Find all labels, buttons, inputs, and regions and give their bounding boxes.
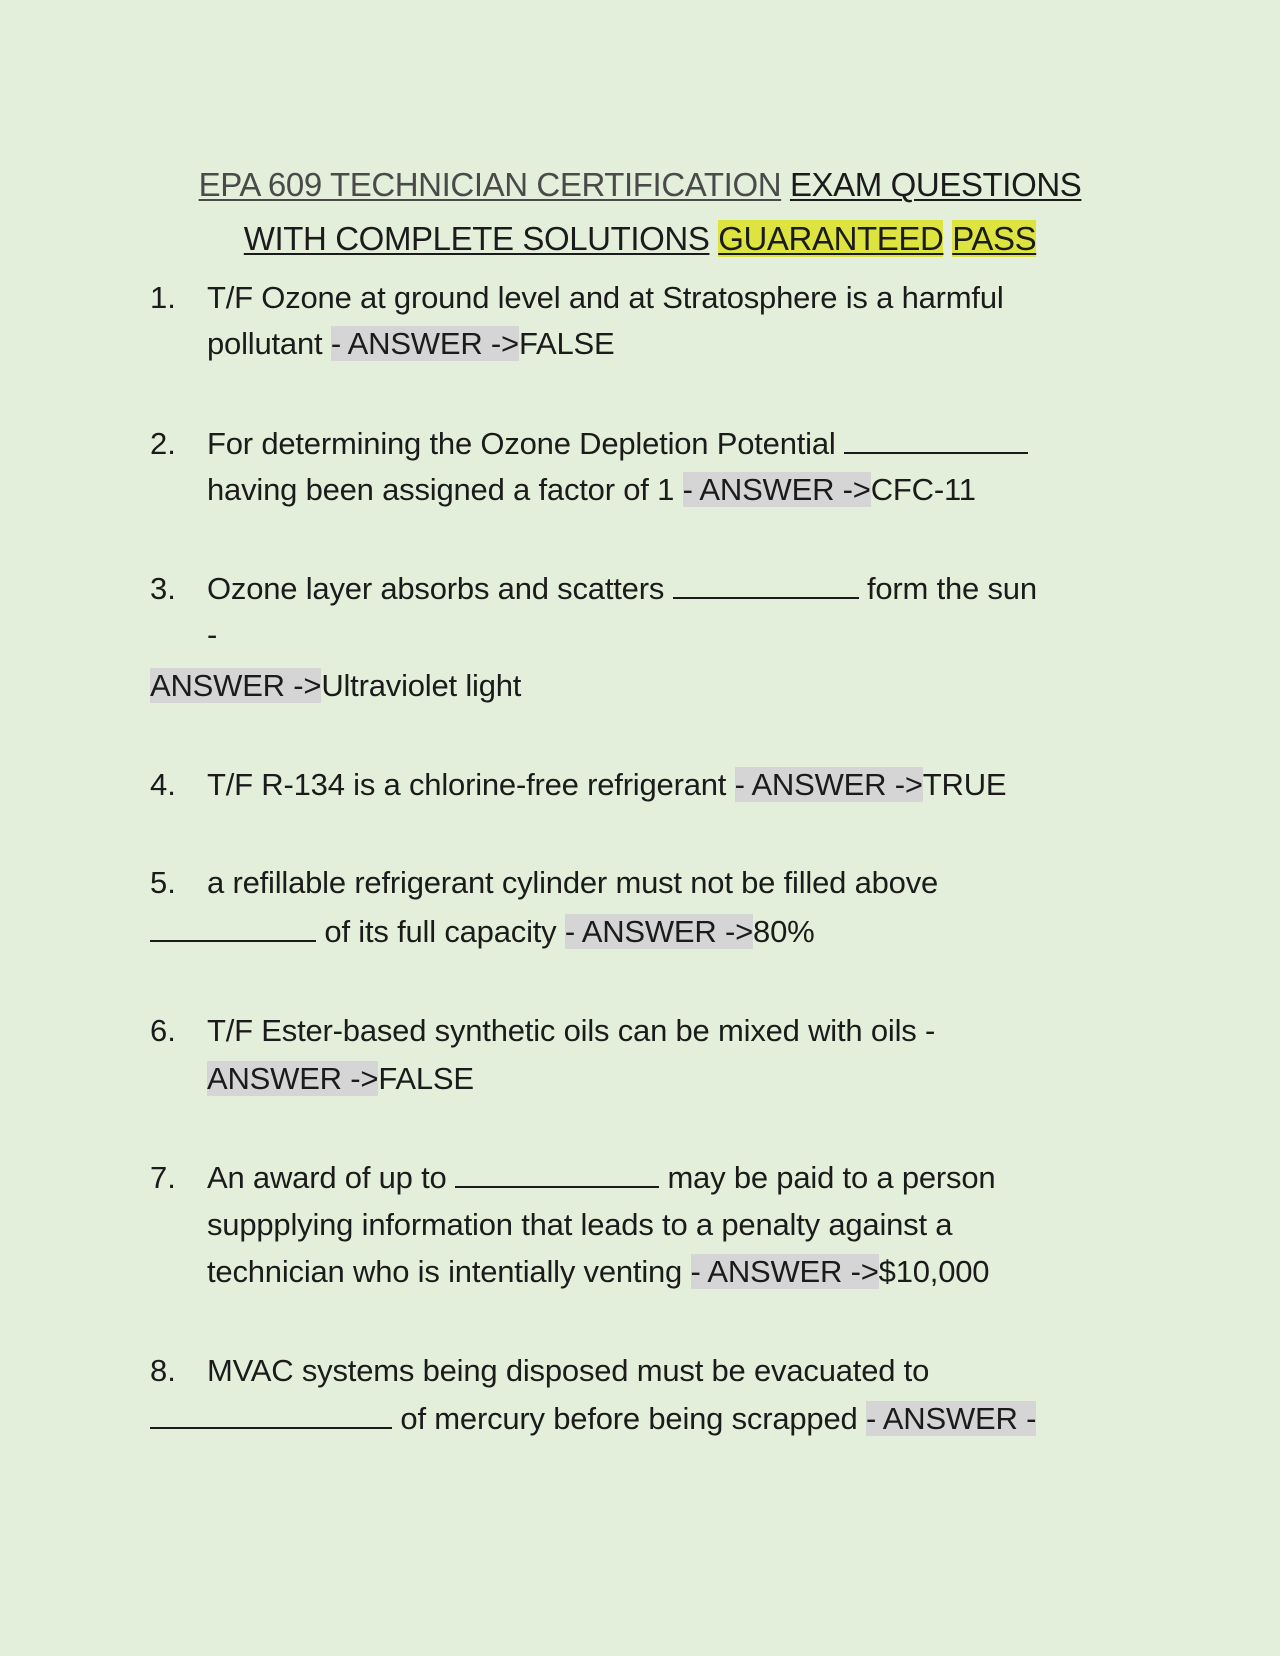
question-1-number: 1. [150,280,176,315]
question-4-number: 4. [150,767,176,802]
title-line-1 [100,165,1180,205]
question-7-text-b: may be paid to a person [667,1160,996,1195]
question-5-answer-label: - ANSWER -> [564,914,754,949]
question-2-answer: CFC-11 [870,472,976,507]
question-6-answer-line [207,1060,474,1098]
question-5-text: a refillable refrigerant cylinder must not be filled above [207,865,939,900]
question-7-answer-label: - ANSWER -> [690,1254,879,1289]
question-3-answer: Ultraviolet light [321,668,522,703]
question-3-dash: - [207,617,218,652]
question-3-answer-label: ANSWER -> [150,668,322,703]
question-8-answer-label: - ANSWER - [865,1401,1037,1436]
question-8-text: MVAC systems being disposed must be evacuated to [207,1353,930,1388]
question-3-number: 3. [150,571,176,606]
question-2-text-line [207,425,1028,463]
question-5-blank [150,914,316,942]
question-2-text: For determining the Ozone Depletion Potential [207,426,836,461]
question-7-blank [455,1160,659,1188]
question-7-text-cont: technician who is intentially venting [207,1254,683,1289]
title-highlight-guaranteed: GUARANTEED [718,220,944,257]
question-6-text-line [207,1012,935,1050]
question-4-text: T/F R-134 is a chlorine-free refrigerant [207,767,727,802]
question-1-answer: FALSE [518,326,615,361]
question-8-number: 8. [150,1353,176,1388]
question-1-text: T/F Ozone at ground level and at Stratosphere is a harmful [207,280,1004,315]
title-part-2: EXAM QUESTIONS [789,166,1082,203]
question-5-text-cont: of its full capacity [324,914,557,949]
question-6-dash: - [925,1013,936,1048]
question-7-text-line-2: suppplying information that leads to a penalty against a [207,1207,953,1242]
title-part-3: WITH COMPLETE SOLUTIONS [243,220,710,257]
question-8-text-cont: of mercury before being scrapped [400,1401,858,1436]
question-7-answer: $10,000 [878,1254,990,1289]
question-7-answer-line [207,1253,989,1291]
question-4-answer-label: - ANSWER -> [734,767,923,802]
question-1-text-cont: pollutant [207,326,323,361]
question-3-text-a: Ozone layer absorbs and scatters [207,571,665,606]
question-7-number: 7. [150,1160,176,1195]
question-3-text-line [207,570,1037,608]
question-6-answer-label: ANSWER -> [207,1061,379,1096]
question-6-text: T/F Ester-based synthetic oils can be mixed with oils [207,1013,917,1048]
question-7-text-line [207,1159,995,1197]
question-4-line [207,766,1006,804]
question-2-answer-line [207,471,976,509]
question-3-text-b: form the sun [866,571,1037,606]
question-6-number: 6. [150,1013,176,1048]
question-4-answer: TRUE [922,767,1007,802]
question-8-blank [150,1401,392,1429]
question-3-answer-line [150,667,521,705]
question-7-text-a: An award of up to [207,1160,447,1195]
title-line-2 [100,219,1180,259]
question-2-number: 2. [150,426,176,461]
question-5-answer: 80% [753,914,815,949]
question-1-answer-line [207,325,614,363]
question-1-answer-label: - ANSWER -> [330,326,519,361]
question-3-blank [673,571,859,599]
question-8-answer-line [150,1400,1036,1438]
question-2-text-cont: having been assigned a factor of 1 [207,472,675,507]
question-5-answer-line [150,913,814,951]
question-2-answer-label: - ANSWER -> [682,472,871,507]
title-part-1: EPA 609 TECHNICIAN CERTIFICATION [198,166,782,203]
question-5-number: 5. [150,865,176,900]
question-2-blank [844,426,1028,454]
question-6-answer: FALSE [378,1061,474,1096]
title-highlight-pass: PASS [952,220,1037,257]
